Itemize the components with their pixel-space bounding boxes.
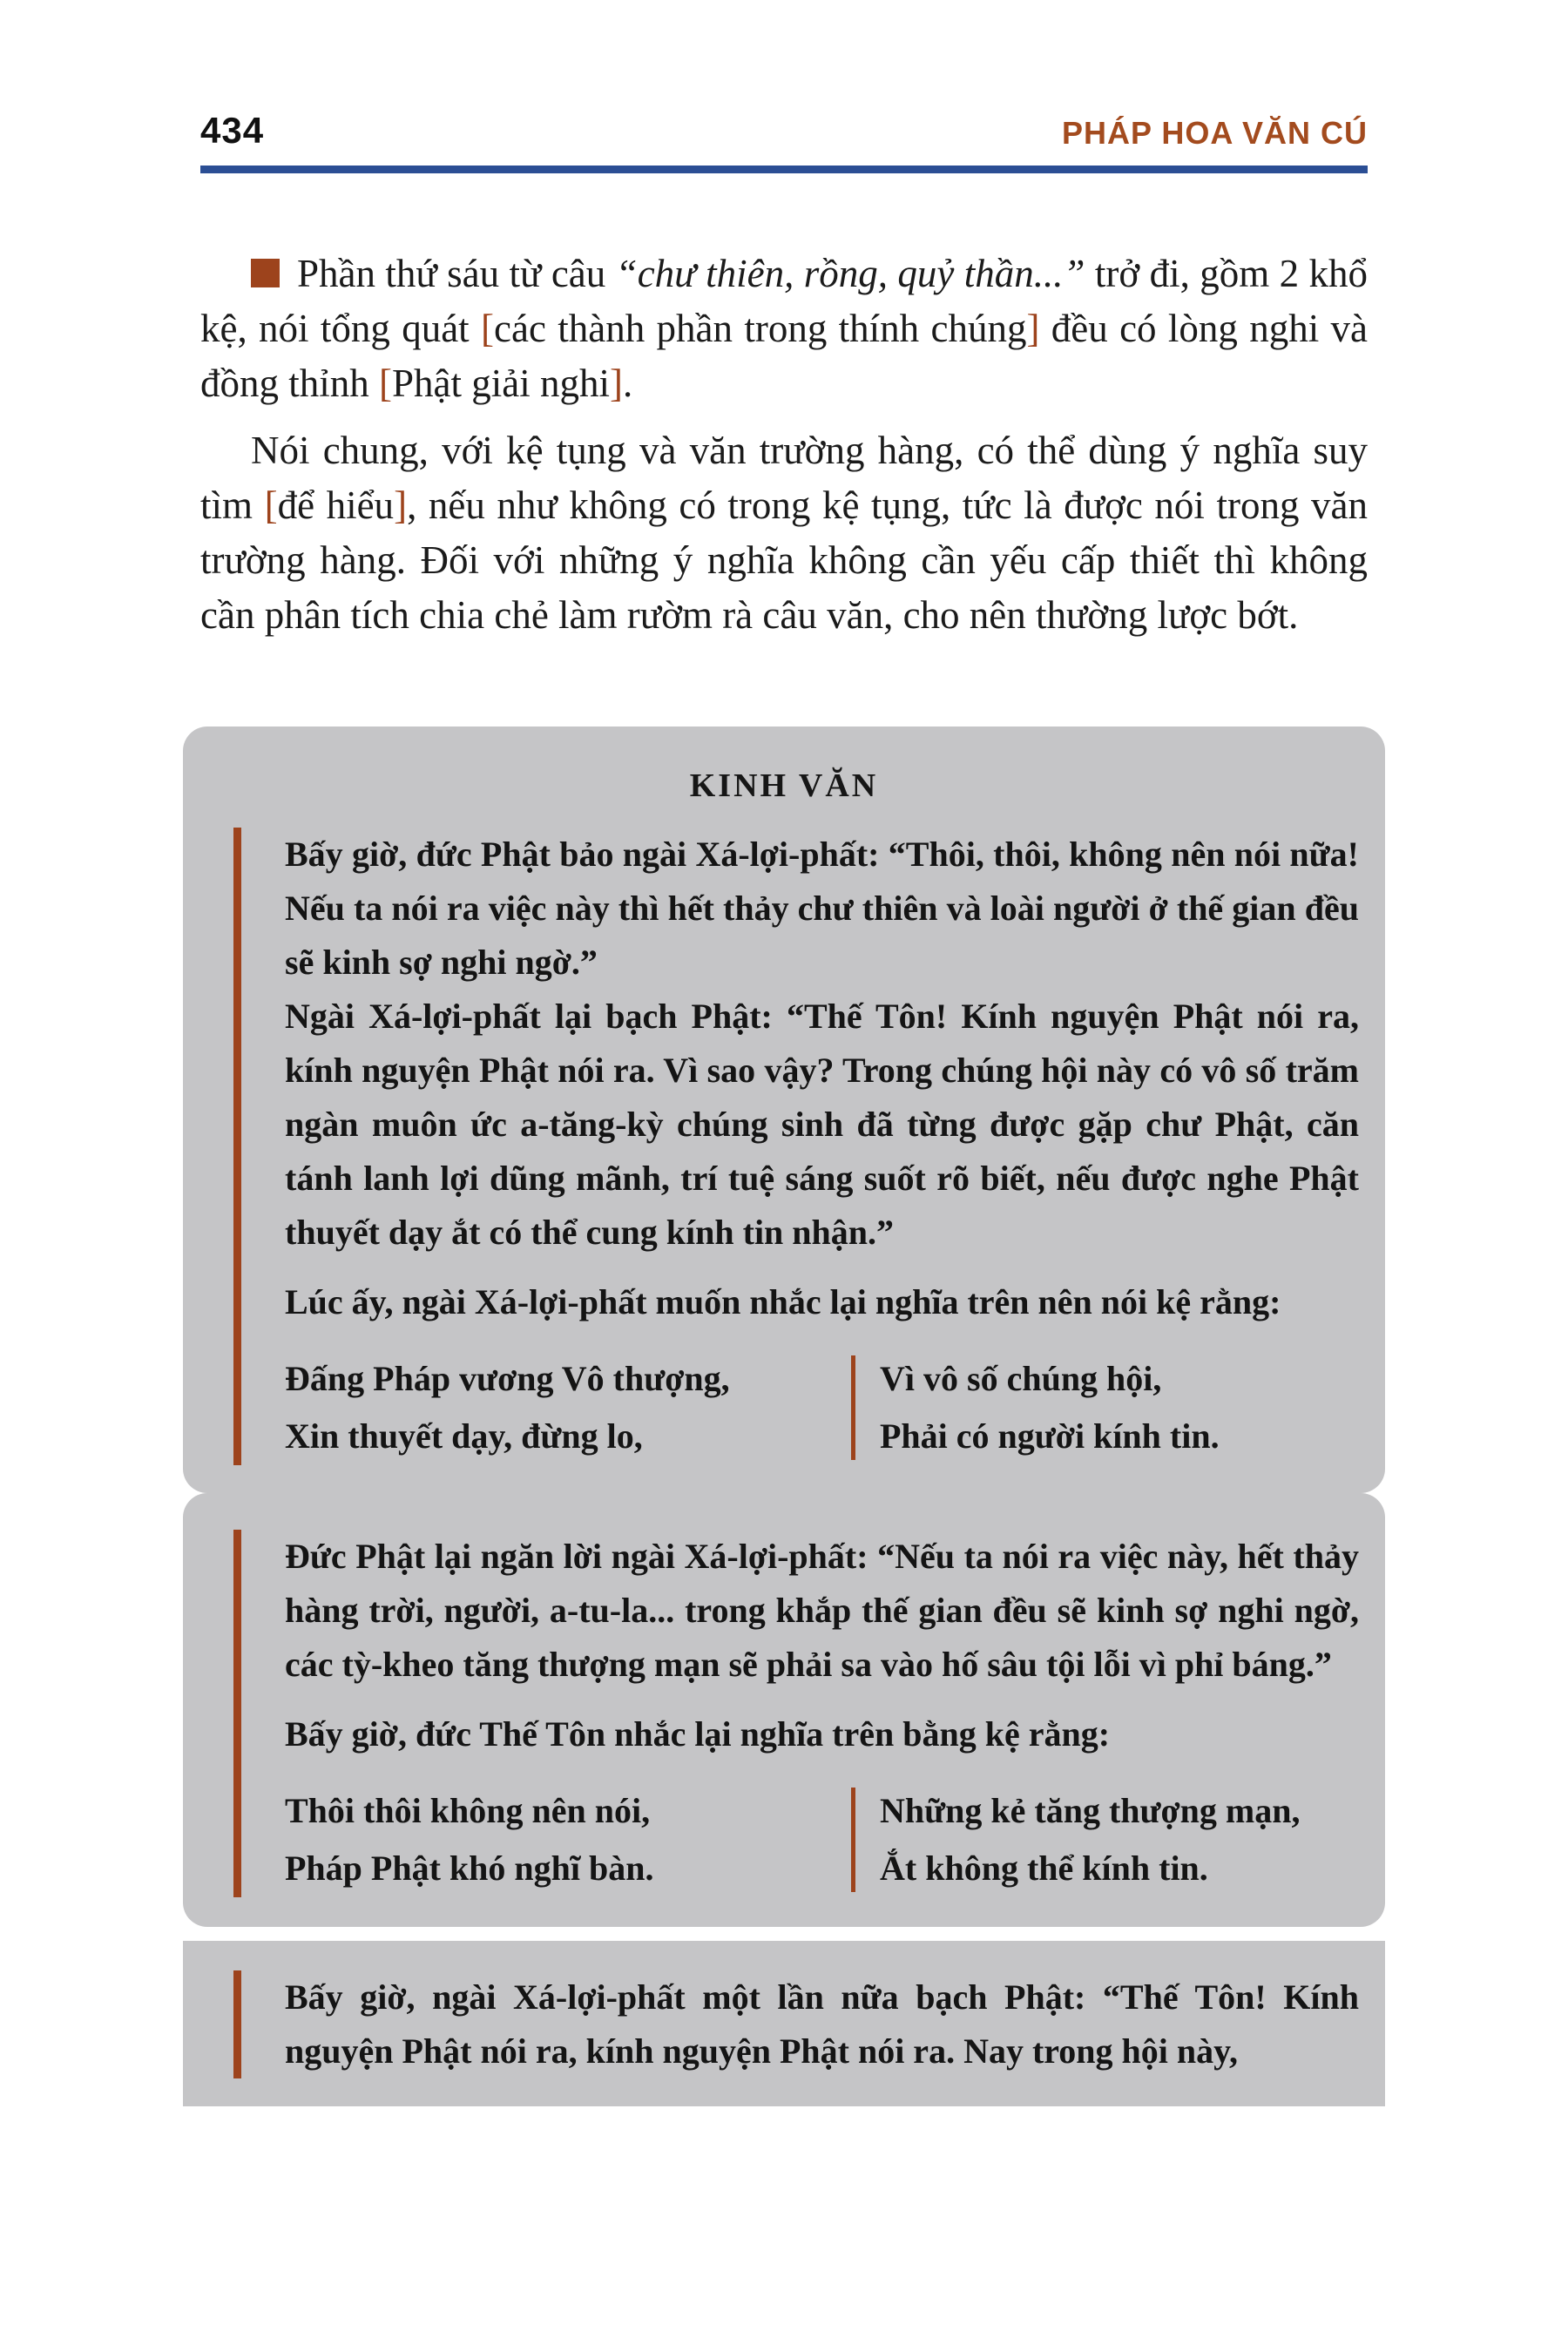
kinh-van-section bbox=[183, 727, 1385, 2106]
verse-column-right bbox=[855, 1782, 1300, 1897]
square-bullet-icon bbox=[251, 259, 280, 287]
paragraph-1-lead: Phần thứ sáu từ câu bbox=[297, 252, 616, 295]
paragraph-1-end: . bbox=[623, 362, 633, 405]
paragraph-2-bracket-text: để hiểu bbox=[277, 483, 395, 527]
sutra-paragraph: Lúc ấy, ngài Xá-lợi-phất muốn nhắc lại nghĩa trên nên nói kệ rằng: bbox=[285, 1282, 1281, 1321]
paragraph-1-mid: đều có lòng nghi và đồng thỉnh bbox=[200, 307, 1368, 405]
bracket-open: [ bbox=[379, 362, 393, 405]
paragraph-1-quote: “chư thiên, rồng, quỷ thần...” bbox=[615, 252, 1085, 295]
kinh-van-title: KINH VĂN bbox=[689, 767, 879, 804]
paragraph-1-after-quote: trở đi, gồm 2 khổ kệ, nói tổng quát bbox=[200, 252, 1368, 350]
paragraph-1-bracket-text-2: Phật giải nghi bbox=[392, 362, 610, 405]
verse-line: Thôi thôi không nên nói, bbox=[285, 1791, 651, 1830]
verse-2 bbox=[285, 1782, 1359, 1897]
sutra-paragraph: Bấy giờ, đức Thế Tôn nhắc lại nghĩa trên bằng kệ rằng: bbox=[285, 1714, 1111, 1754]
page-header bbox=[200, 110, 1368, 152]
bracket-open: [ bbox=[481, 307, 494, 350]
kinh-van-box-1 bbox=[183, 727, 1385, 1493]
paragraph-2-lead: Nói chung, với kệ tụng và văn trường hàng, có thể dùng ý nghĩa suy tìm bbox=[200, 429, 1368, 527]
verse-line: Xin thuyết dạy, đừng lo, bbox=[285, 1416, 643, 1456]
verse-line: Vì vô số chúng hội, bbox=[880, 1359, 1162, 1398]
verse-line: Ắt không thể kính tin. bbox=[880, 1848, 1208, 1888]
paragraph-1-bracket-text-1: các thành phần trong thính chúng bbox=[494, 307, 1027, 350]
bracket-close: ] bbox=[394, 483, 408, 527]
paragraph-2-rest: , nếu như không có trong kệ tụng, tức là được nói trong văn trường hàng. Đối với những ý nghĩa không cần yếu cấp thiết thì không cần phân tích chia chẻ làm rườm rà câu văn, cho nên thường lược bớt. bbox=[200, 483, 1368, 637]
sutra-paragraph: Đức Phật lại ngăn lời ngài Xá-lợi-phất: “Nếu ta nói ra việc này, hết thảy hàng trời, người, a-tu-la... trong khắp thế gian đều sẽ kinh sợ nghi ngờ, các tỳ-kheo tăng thượng mạn sẽ phải sa vào hố sâu tội lỗi vì phỉ báng.” bbox=[285, 1537, 1359, 1684]
header-rule bbox=[200, 166, 1368, 173]
sutra-paragraph: Ngài Xá-lợi-phất lại bạch Phật: “Thế Tôn! Kính nguyện Phật nói ra, kính nguyện Phật nói ra. Vì sao vậy? Trong chúng hội này có vô số trăm ngàn muôn ức a-tăng-kỳ chúng sinh đã từng được gặp chư Phật, căn tánh lanh lợi dũng mãnh, trí tuệ sáng suốt rõ biết, nếu được nghe Phật thuyết dạy ắt có thể cung kính tin nhận.” bbox=[285, 997, 1359, 1252]
kinh-van-box-3 bbox=[183, 1941, 1385, 2106]
verse-line: Đấng Pháp vương Vô thượng, bbox=[285, 1359, 730, 1398]
bracket-close: ] bbox=[1026, 307, 1040, 350]
verse-line: Pháp Phật khó nghĩ bàn. bbox=[285, 1848, 654, 1888]
verse-column-right bbox=[855, 1350, 1220, 1465]
verse-column-left bbox=[285, 1350, 851, 1465]
sutra-paragraph: Bấy giờ, đức Phật bảo ngài Xá-lợi-phất: “Thôi, thôi, không nên nói nữa! Nếu ta nói ra việc này thì hết thảy chư thiên và loài người ở thế gian đều sẽ kinh sợ nghi ngờ.” bbox=[285, 835, 1359, 982]
page-number: 434 bbox=[200, 110, 265, 151]
bracket-close: ] bbox=[610, 362, 623, 405]
paragraph-commentary-2 bbox=[200, 423, 1368, 643]
page-content-top bbox=[200, 0, 1368, 643]
paragraph-commentary-1 bbox=[200, 247, 1368, 411]
quote-block-3 bbox=[233, 1970, 1359, 2078]
verse-column-left bbox=[285, 1782, 851, 1897]
verse-line: Những kẻ tăng thượng mạn, bbox=[880, 1791, 1301, 1830]
book-title: PHÁP HOA VĂN CÚ bbox=[1061, 115, 1368, 151]
sutra-paragraph: Bấy giờ, ngài Xá-lợi-phất một lần nữa bạch Phật: “Thế Tôn! Kính nguyện Phật nói ra, kính nguyện Phật nói ra. Nay trong hội này, bbox=[285, 1977, 1359, 2071]
quote-block-2 bbox=[233, 1530, 1359, 1897]
bracket-open: [ bbox=[264, 483, 278, 527]
quote-block-1 bbox=[233, 828, 1359, 1465]
kinh-van-box-2 bbox=[183, 1493, 1385, 1927]
verse-line: Phải có người kính tin. bbox=[880, 1416, 1220, 1456]
verse-1 bbox=[285, 1350, 1359, 1465]
